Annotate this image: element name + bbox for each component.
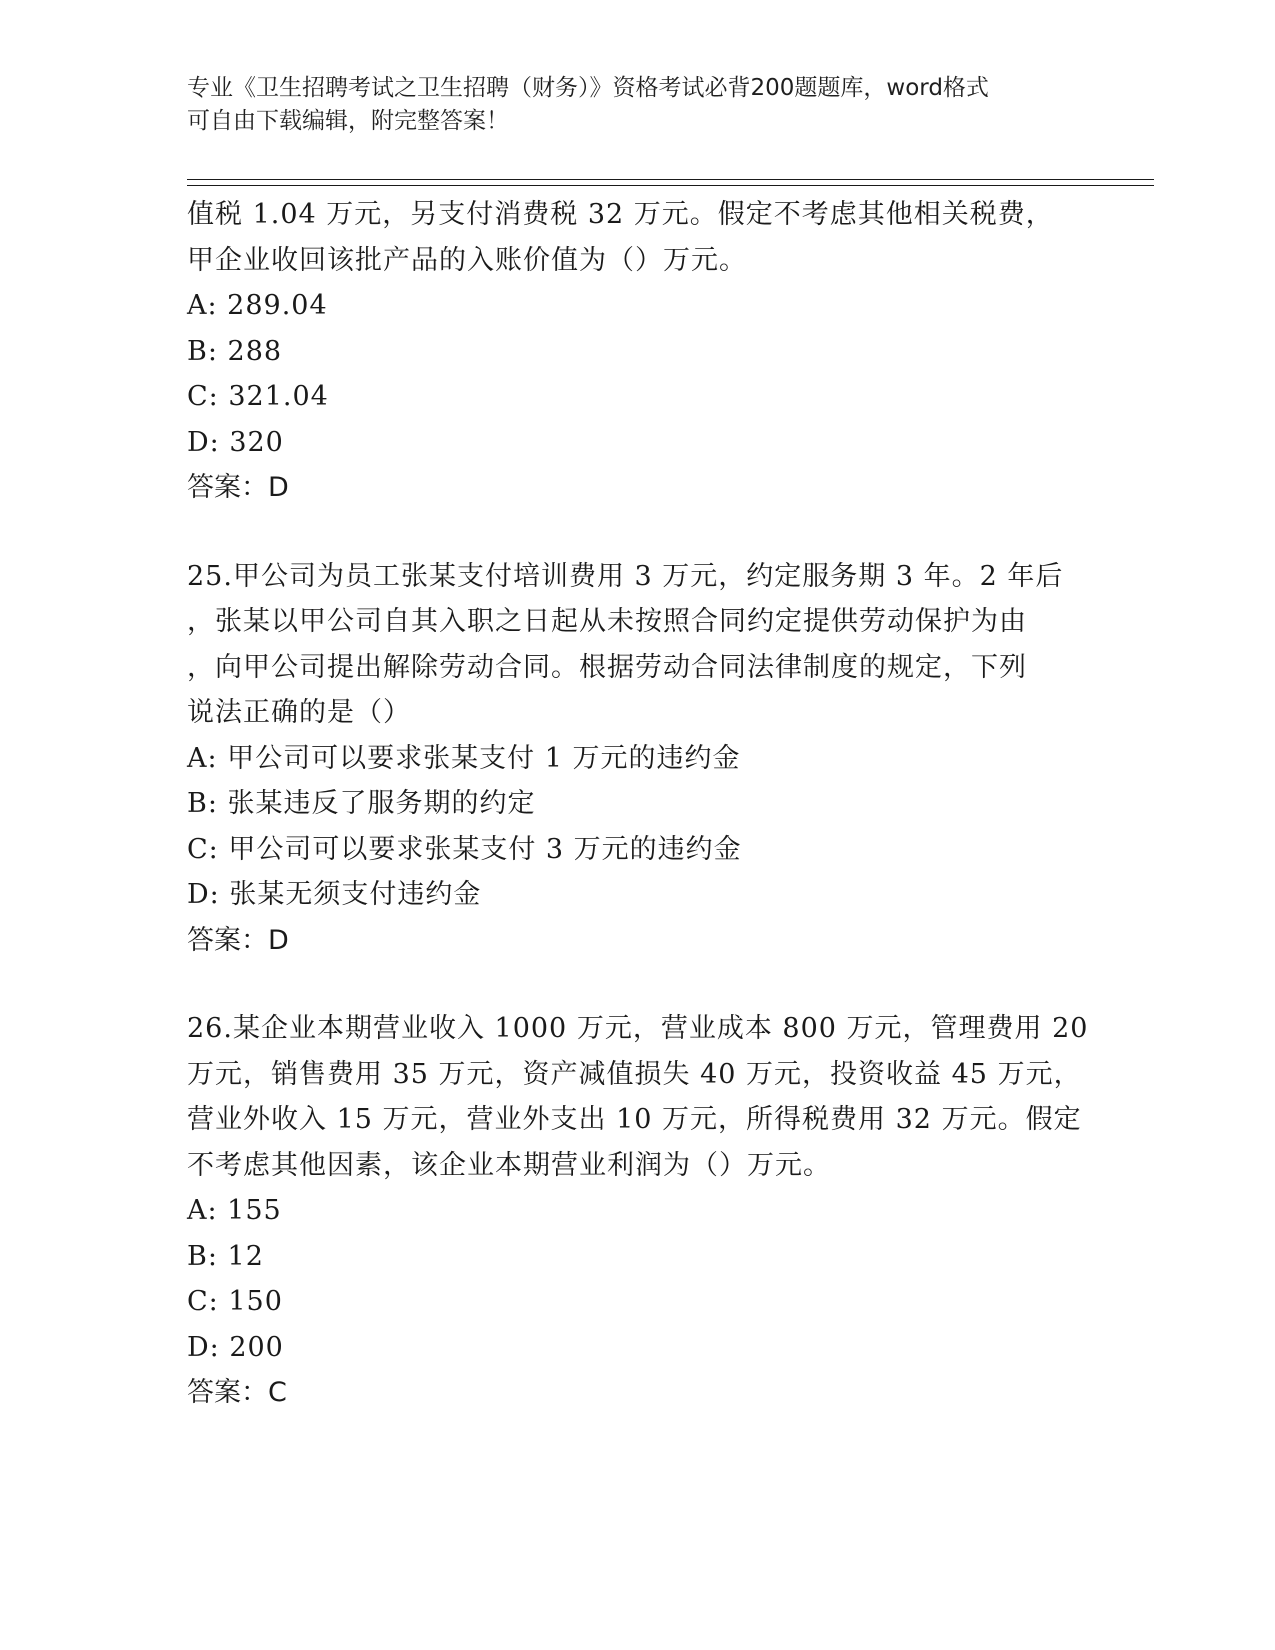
question-stem-line: ，张某以甲公司自其入职之日起从未按照合同约定提供劳动保护为由 — [187, 606, 1027, 637]
option-a: A: 155 — [187, 1195, 282, 1226]
answer: 答案：D — [187, 472, 289, 503]
question-26 — [187, 1006, 1087, 1416]
question-24 — [187, 192, 1087, 511]
option-d: D: 张某无须支付违约金 — [187, 879, 482, 910]
question-25 — [187, 554, 1087, 964]
question-content — [187, 192, 1087, 1416]
question-stem-line: 万元，销售费用 35 万元，资产减值损失 40 万元，投资收益 45 万元， — [187, 1058, 1082, 1090]
question-stem-line: 25.甲公司为员工张某支付培训费用 3 万元，约定服务期 3 年。2 年后 — [187, 560, 1064, 592]
option-a: A: 289.04 — [187, 290, 328, 321]
option-c: C: 甲公司可以要求张某支付 3 万元的违约金 — [187, 833, 742, 865]
header-rule-top — [187, 179, 1154, 180]
answer: 答案：D — [187, 924, 289, 956]
document-header — [187, 72, 1067, 138]
option-c: C: 321.04 — [187, 381, 329, 412]
question-stem-line: 值税 1.04 万元，另支付消费税 32 万元。假定不考虑其他相关税费， — [187, 199, 1054, 230]
question-spacer — [187, 511, 1087, 554]
option-d: D: 200 — [187, 1331, 284, 1363]
question-stem-line: 营业外收入 15 万元，营业外支出 10 万元，所得税费用 32 万元。假定 — [187, 1104, 1082, 1135]
header-rule-bottom — [187, 185, 1154, 186]
question-stem-line: 26.某企业本期营业收入 1000 万元，营业成本 800 万元，管理费用 20 — [187, 1013, 1089, 1044]
header-title-line-2: 可自由下载编辑，附完整答案！ — [187, 108, 509, 134]
option-d: D: 320 — [187, 426, 284, 458]
question-stem-line: ，向甲公司提出解除劳动合同。根据劳动合同法律制度的规定，下列 — [187, 651, 1027, 683]
answer: 答案：C — [187, 1377, 287, 1408]
option-a: A: 甲公司可以要求张某支付 1 万元的违约金 — [187, 742, 741, 774]
option-b: B: 张某违反了服务期的约定 — [187, 788, 536, 819]
question-stem-line: 不考虑其他因素，该企业本期营业利润为（）万元。 — [187, 1149, 831, 1181]
option-c: C: 150 — [187, 1286, 283, 1317]
question-stem-line: 甲企业收回该批产品的入账价值为（）万元。 — [187, 244, 747, 276]
option-b: B: 288 — [187, 335, 283, 367]
option-b: B: 12 — [187, 1240, 264, 1272]
question-stem-line: 说法正确的是（） — [187, 697, 411, 728]
header-title-line-1: 专业《卫生招聘考试之卫生招聘（财务）》资格考试必背200题题库，word格式 — [187, 75, 989, 101]
question-spacer — [187, 963, 1087, 1006]
